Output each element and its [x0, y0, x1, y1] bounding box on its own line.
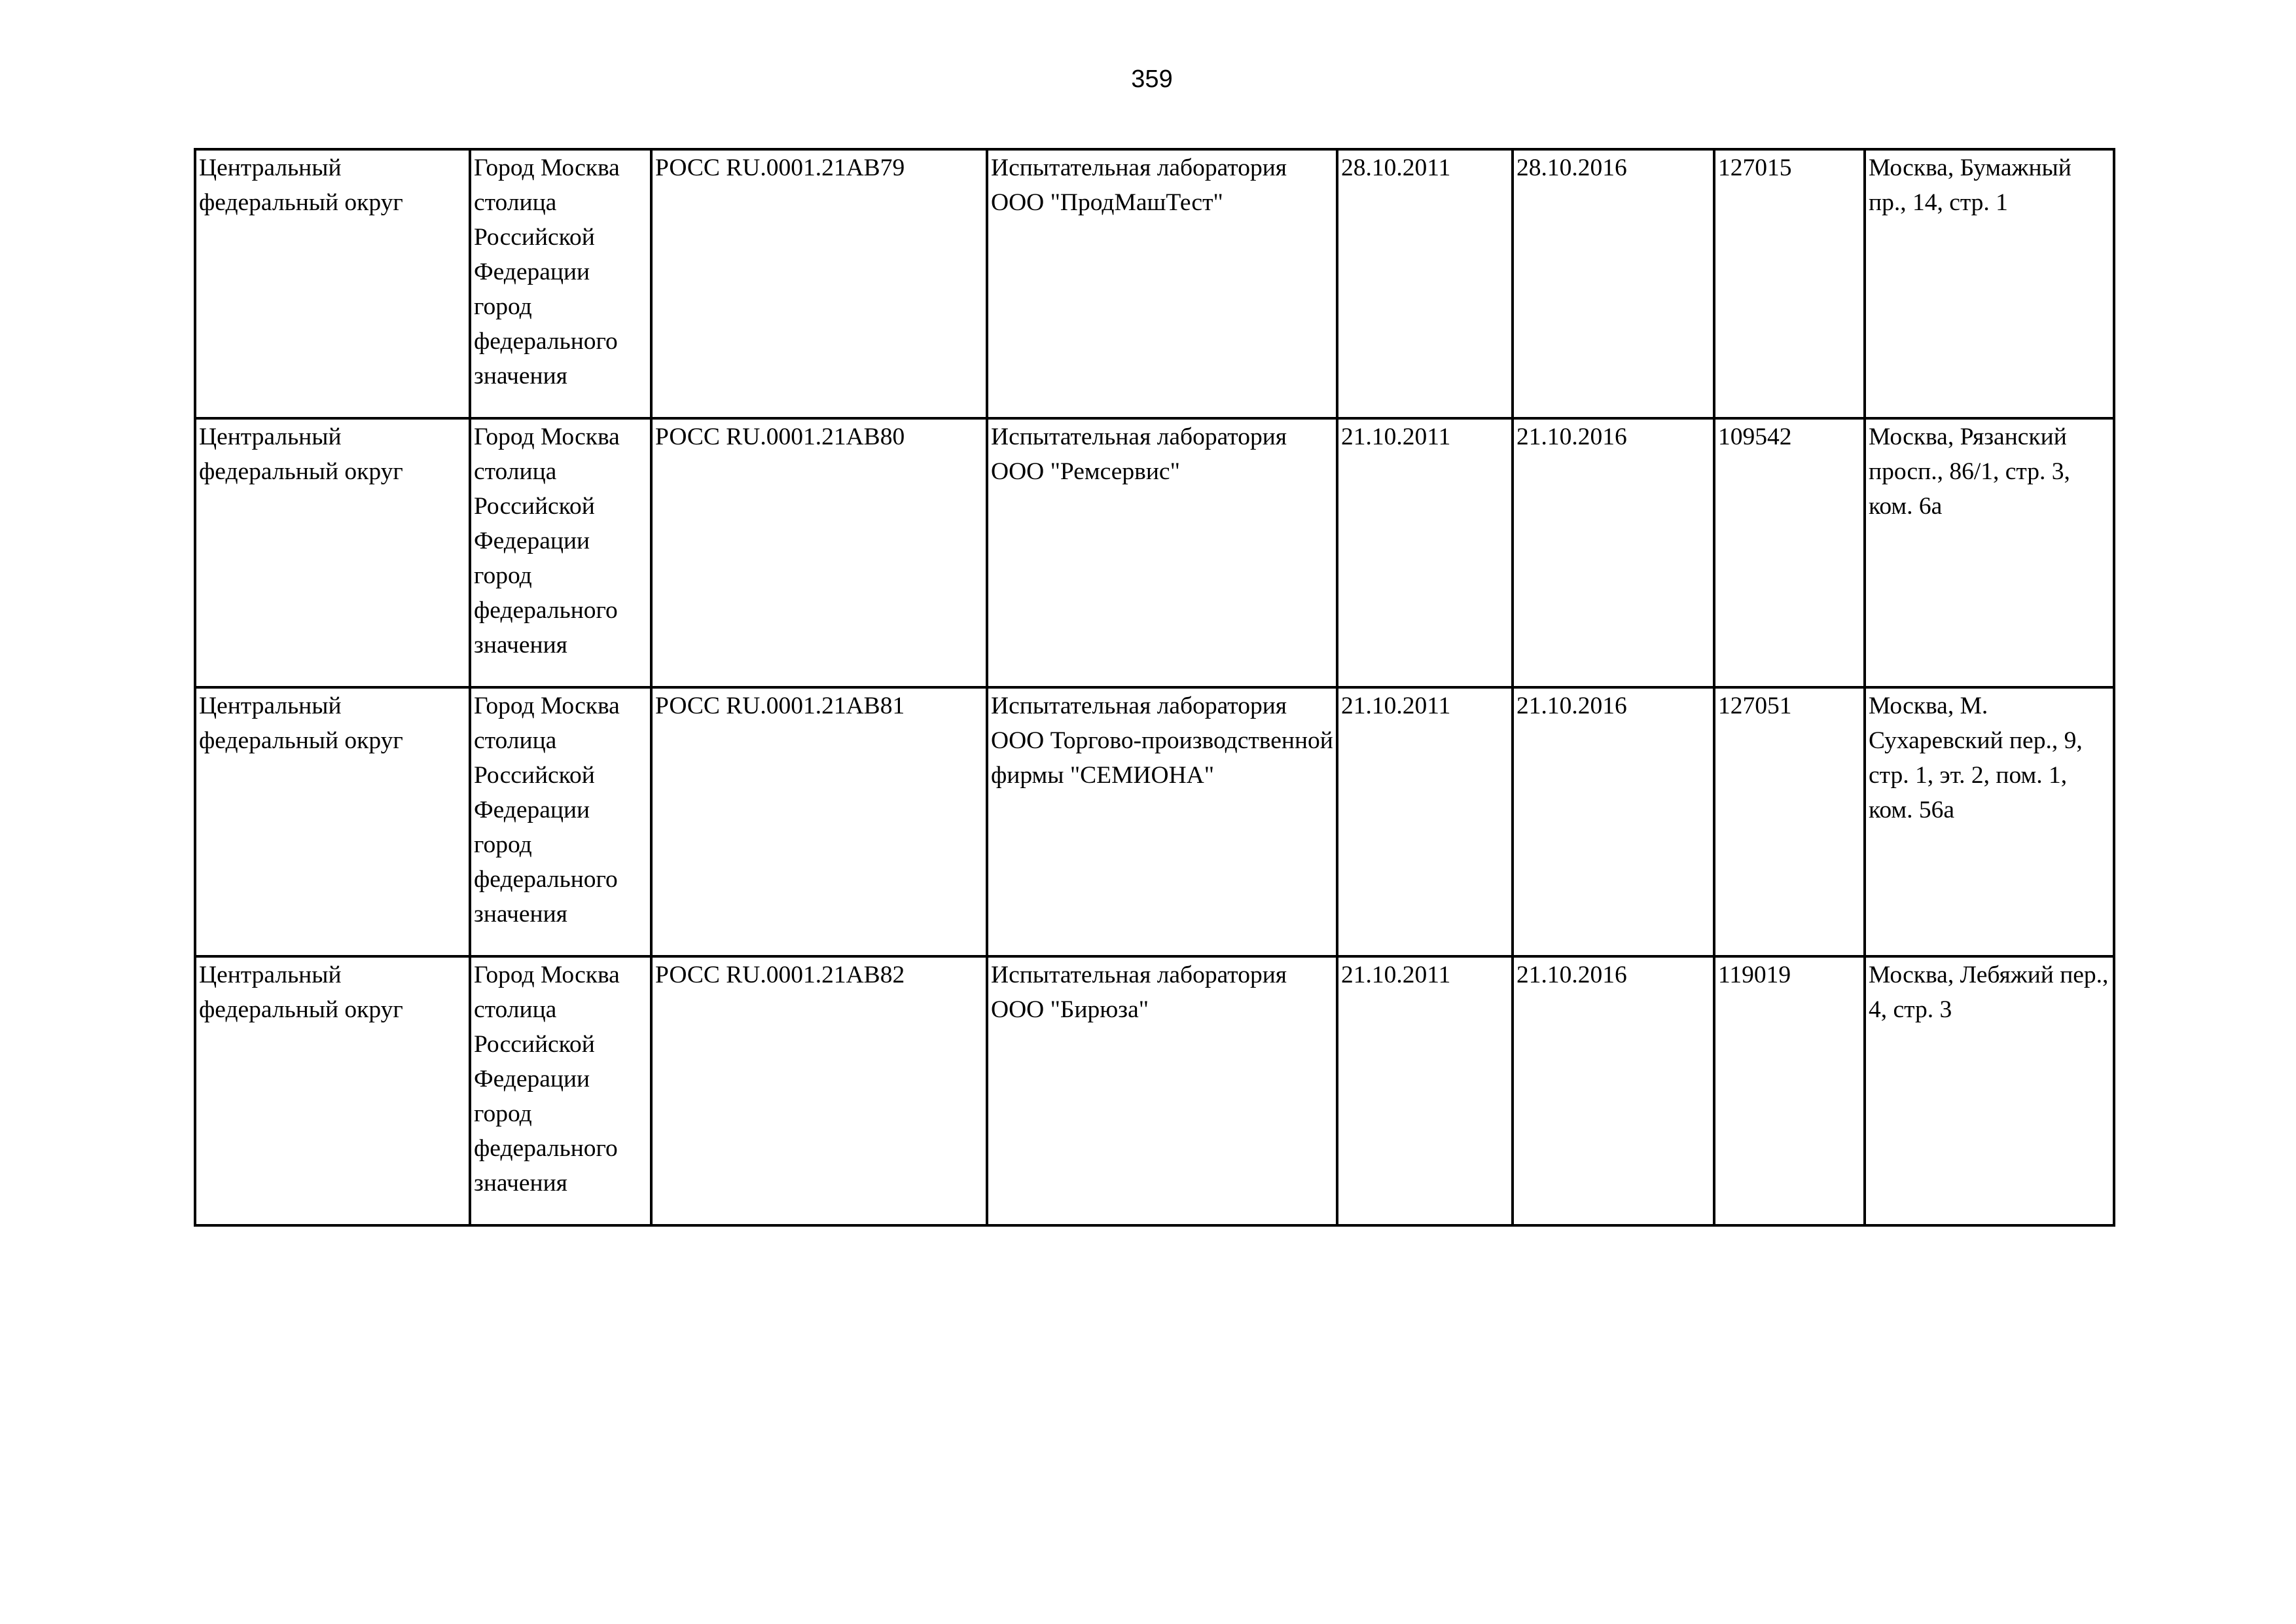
table-row	[195, 149, 2114, 418]
address-cell: Москва, Рязанский просп., 86/1, стр. 3, ком. 6а	[1865, 418, 2114, 687]
address-cell: Москва, М. Сухаревский пер., 9, стр. 1, эт. 2, пом. 1, ком. 56а	[1865, 687, 2114, 956]
organization-cell: Испытательная лаборатория ООО "ПродМашТест"	[987, 149, 1337, 418]
certificate-cell: РОСС RU.0001.21АВ79	[651, 149, 987, 418]
certificate-cell: РОСС RU.0001.21АВ81	[651, 687, 987, 956]
date-end-cell: 21.10.2016	[1513, 418, 1714, 687]
address-cell: Москва, Лебяжий пер., 4, стр. 3	[1865, 956, 2114, 1225]
region-cell: Город Москва столица Российской Федерации город федерального значения	[470, 418, 651, 687]
date-end-cell: 21.10.2016	[1513, 956, 1714, 1225]
postal-code-cell: 127051	[1714, 687, 1865, 956]
laboratory-registry-table	[194, 148, 2115, 1227]
table-row	[195, 956, 2114, 1225]
region-cell: Город Москва столица Российской Федерации город федерального значения	[470, 149, 651, 418]
table-row	[195, 687, 2114, 956]
address-cell: Москва, Бумажный пр., 14, стр. 1	[1865, 149, 2114, 418]
organization-cell: Испытательная лаборатория ООО Торгово-производственной фирмы "СЕМИОНА"	[987, 687, 1337, 956]
date-end-cell: 21.10.2016	[1513, 687, 1714, 956]
district-cell: Центральный федеральный округ	[195, 956, 470, 1225]
certificate-cell: РОСС RU.0001.21АВ80	[651, 418, 987, 687]
date-end-cell: 28.10.2016	[1513, 149, 1714, 418]
date-start-cell: 21.10.2011	[1337, 418, 1513, 687]
region-cell: Город Москва столица Российской Федерации город федерального значения	[470, 956, 651, 1225]
district-cell: Центральный федеральный округ	[195, 149, 470, 418]
date-start-cell: 21.10.2011	[1337, 687, 1513, 956]
district-cell: Центральный федеральный округ	[195, 687, 470, 956]
date-start-cell: 21.10.2011	[1337, 956, 1513, 1225]
postal-code-cell: 127015	[1714, 149, 1865, 418]
organization-cell: Испытательная лаборатория ООО "Ремсервис"	[987, 418, 1337, 687]
table-row	[195, 418, 2114, 687]
region-cell: Город Москва столица Российской Федерации город федерального значения	[470, 687, 651, 956]
organization-cell: Испытательная лаборатория ООО "Бирюза"	[987, 956, 1337, 1225]
page-number: 359	[1131, 65, 1173, 93]
postal-code-cell: 119019	[1714, 956, 1865, 1225]
certificate-cell: РОСС RU.0001.21АВ82	[651, 956, 987, 1225]
district-cell: Центральный федеральный округ	[195, 418, 470, 687]
postal-code-cell: 109542	[1714, 418, 1865, 687]
date-start-cell: 28.10.2011	[1337, 149, 1513, 418]
